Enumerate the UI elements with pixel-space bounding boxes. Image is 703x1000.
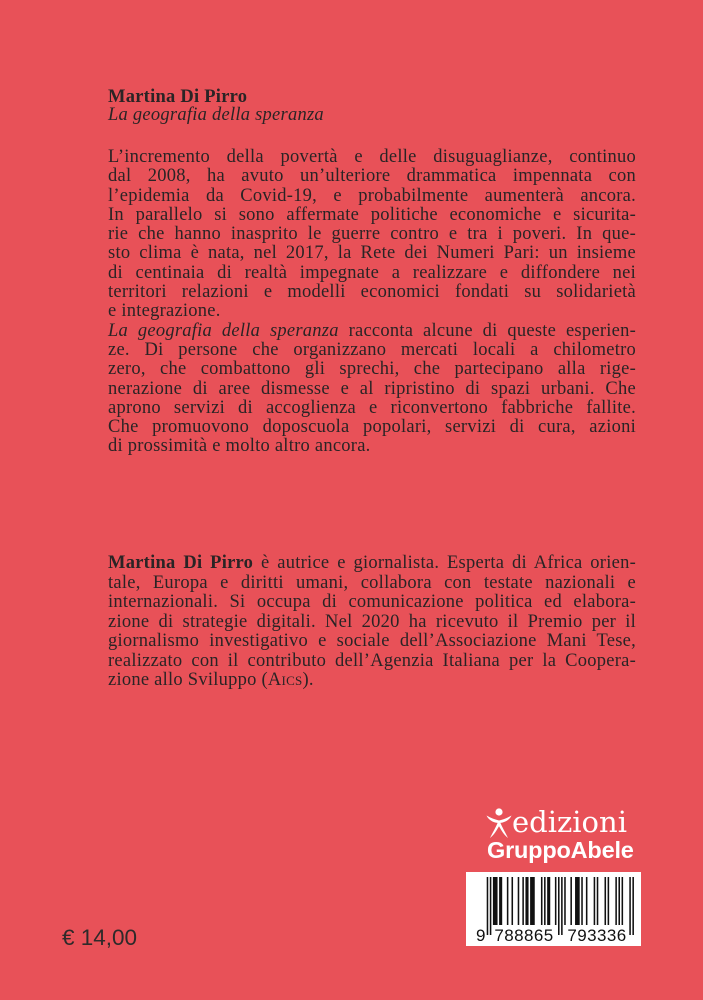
bio-line: zione di strategie digitali. Nel 2020 ha ricevuto il Premio per il: [108, 611, 636, 632]
barcode-right-digits: 793336: [567, 926, 627, 945]
barcode-bar: [547, 877, 550, 925]
barcode-guard-bar: [561, 877, 563, 935]
bio-line: giornalismo investigativo e sociale dell’Associazione Mani Tese,: [108, 631, 636, 651]
book-header: [108, 88, 636, 124]
publisher-name: GruppoAbele: [487, 837, 634, 863]
bio-line: realizzato con il contributo dell’Agenzia Italiana per la Coopera-: [108, 650, 636, 671]
blurb-line: territori relazioni e modelli economici fondati su solidarietà: [108, 282, 636, 303]
barcode-guard-bar: [558, 877, 560, 935]
bio-acronym: Aics: [267, 670, 303, 690]
barcode-bar: [575, 877, 580, 925]
blurb-line: nerazione di aree dismesse e al ripristino di spazi urbani. Che: [108, 378, 636, 399]
blurb-line: Che promuovono doposcuola popolari, servizi di cura, azioni: [108, 417, 636, 438]
bio-line-text: ).: [302, 670, 314, 690]
barcode-bar: [493, 877, 498, 925]
blurb-line: ze. Di persone che organizzano mercati locali a chilometro: [108, 339, 636, 360]
barcode-bar: [608, 877, 610, 925]
blurb-line: di prossimità e molto altro ancora.: [108, 436, 371, 457]
bio-line: [108, 671, 636, 691]
book-blurb: [108, 148, 636, 457]
barcode-bar: [555, 877, 557, 925]
blurb-line: zero, che combattono gli sprechi, che partecipano alla rige-: [108, 359, 636, 380]
barcode-bar: [518, 877, 520, 925]
barcode-bar: [594, 877, 596, 925]
barcode-bar: [622, 877, 624, 925]
blurb-line: l’epidemia da Covid-19, e probabilmente aumenterà ancora.: [108, 185, 636, 206]
barcode-bar: [597, 877, 599, 925]
author-bio: [108, 554, 636, 691]
barcode-guard-bar: [490, 877, 492, 935]
bio-line-text: è autrice e giornalista. Esperta di Africa orien-: [253, 553, 636, 573]
blurb-line: sto clima è nata, nel 2017, la Rete dei Numeri Pari: un insieme: [108, 243, 636, 264]
bio-line: internazionali. Si occupa di comunicazione politica ed elabora-: [108, 592, 636, 612]
bio-author-name: Martina Di Pirro: [108, 553, 254, 573]
blurb-line: In parallelo si sono affermate politiche economiche e sicurita-: [108, 204, 636, 225]
barcode-guard-bar: [632, 877, 634, 935]
barcode-bar: [570, 877, 572, 925]
barcode-bar: [586, 877, 588, 925]
barcode-guard-bar: [487, 877, 489, 935]
blurb-line: di centinaia di realtà impegnate a realizzare e diffondere nei: [108, 262, 636, 283]
barcode-bar: [512, 877, 514, 925]
book-price: € 14,00: [62, 925, 138, 950]
blurb-line: aprono servizi di accoglienza e riconvertono fabbriche fallite.: [108, 397, 636, 418]
blurb-line: L’incremento della povertà e delle disuguaglianze, continuo: [108, 147, 636, 167]
isbn-barcode: [466, 872, 641, 946]
barcode-bar: [541, 877, 543, 925]
barcode-bar: [499, 877, 502, 925]
barcode-lead-digit: 9: [476, 926, 486, 945]
barcode-bar: [605, 877, 607, 925]
barcode-guard-bar: [629, 877, 631, 935]
bio-line: tale, Europa e diritti umani, collabora con testate nazionali e: [108, 572, 636, 593]
barcode-bar: [581, 877, 583, 925]
bio-line-text: zione allo Sviluppo (: [108, 670, 268, 690]
barcode-bar: [525, 877, 528, 925]
gruppo-abele-logo-icon: [486, 807, 512, 839]
blurb-line-text: racconta alcune di queste esperien-: [338, 320, 637, 341]
publisher-logo: [486, 804, 641, 864]
author-name: Martina Di Pirro: [108, 87, 248, 107]
publisher-imprint: edizioni: [512, 805, 627, 839]
barcode-bar: [530, 877, 535, 925]
barcode-bar: [618, 877, 620, 925]
barcode-left-digits: 788865: [494, 926, 554, 945]
bio-line: [108, 554, 636, 574]
blurb-title-reference: La geografia della speranza: [108, 320, 339, 341]
barcode-bar: [507, 877, 509, 925]
blurb-line: rie che hanno inasprito le guerre contro e tra i poveri. In que-: [108, 224, 636, 245]
barcode-bar: [522, 877, 524, 925]
barcode-bar: [615, 877, 617, 925]
barcode-bar: [564, 877, 566, 925]
blurb-line: e integrazione.: [108, 301, 221, 322]
blurb-line: [108, 322, 636, 341]
book-title: La geografia della speranza: [108, 105, 324, 125]
barcode-bar: [544, 877, 546, 925]
blurb-line: dal 2008, ha avuto un’ulteriore drammatica impennata con: [108, 166, 636, 187]
